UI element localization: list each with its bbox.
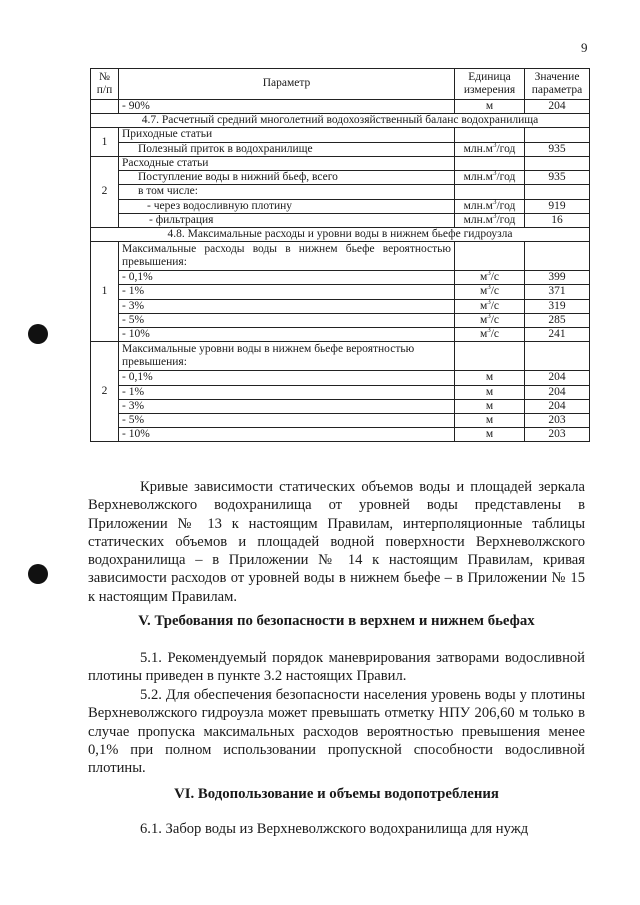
cell-param: в том числе: (119, 185, 455, 199)
cell-value: 935 (525, 142, 590, 156)
cell-value: 241 (525, 328, 590, 342)
cell-unit: м (455, 413, 525, 427)
cell-unit: $м^3/с$ (455, 299, 525, 313)
binder-hole (28, 324, 48, 344)
cell-value: 399 (525, 271, 590, 285)
page-number: 9 (581, 40, 588, 55)
cell-param: - через водосливную плотину (119, 199, 455, 213)
table-row (91, 213, 590, 227)
cell-num: 1 (91, 128, 119, 156)
paragraph-appendices: Кривые зависимости статических объемов воды и площадей зеркала Верхневолжского водохранилища от уровней воды представлены в Приложении № 13 к настоящим Правилам, интерполяционные таблицы статических объемов и площадей водной поверхности Верхневолжского водохранилища – в Приложении № 14 к настоящим Правилам, кривая зависимости расходов от уровней воды в нижнем бьефе – в Приложении № 15 к настоящим Правилам. (88, 479, 585, 605)
cell-unit: $млн.м^3$/год (455, 199, 525, 213)
cell-unit: м (455, 371, 525, 385)
cell-unit: $м^3/с$ (455, 271, 525, 285)
header-param: Параметр (119, 69, 455, 100)
cell-param: - 3% (119, 399, 455, 413)
table-row (91, 299, 590, 313)
cell-value: 204 (525, 371, 590, 385)
cell-param: - 0,1% (119, 271, 455, 285)
cell-param: - 1% (119, 385, 455, 399)
cell-value: 203 (525, 413, 590, 427)
cell-value: 204 (525, 100, 590, 114)
section-heading-v: V. Требования по безопасности в верхнем и нижнем бьефах (138, 613, 535, 629)
paragraph-6-1: 6.1. Забор воды из Верхневолжского водохранилища для нужд (140, 821, 529, 837)
table-row (91, 342, 590, 371)
table-row (91, 128, 590, 142)
table-row (91, 171, 590, 185)
paragraph-5-2: 5.2. Для обеспечения безопасности населения уровень воды у плотины Верхневолжского гидроузла может превышать отметку НПУ 206,60 м только в случае пропуска максимальных расходов вероятностью превышения менее 0,1% при полном использовании пропускной способности водосливной плотины. (88, 687, 585, 777)
table-row (91, 156, 590, 170)
section-title-4-8: 4.8. Максимальные расходы и уровни воды в нижнем бьефе гидроузла (91, 227, 590, 241)
table-row (91, 313, 590, 327)
cell-unit: м (455, 385, 525, 399)
cell-unit: м (455, 428, 525, 442)
table-row (91, 142, 590, 156)
header-value: Значение параметра (525, 69, 590, 100)
cell-param: Максимальные уровни воды в нижнем бьефе вероятностью превышения: (119, 342, 455, 371)
cell-unit: $м^3/с$ (455, 328, 525, 342)
cell-param: Расходные статьи (119, 156, 455, 170)
cell-value: 204 (525, 399, 590, 413)
cell-param: - 0,1% (119, 371, 455, 385)
cell-param: Поступление воды в нижний бьеф, всего (119, 171, 455, 185)
cell-param: - 10% (119, 328, 455, 342)
cell-param: Приходные статьи (119, 128, 455, 142)
cell-param: Максимальные расходы воды в нижнем бьефе вероятностью превышения: (119, 242, 455, 271)
binder-hole (28, 564, 48, 584)
cell-value: 16 (525, 213, 590, 227)
cell-value: 371 (525, 285, 590, 299)
cell-value: 203 (525, 428, 590, 442)
cell-param: Полезный приток в водохранилище (119, 142, 455, 156)
table-row (91, 428, 590, 442)
header-num: № п/п (91, 69, 119, 100)
table-row (91, 399, 590, 413)
table-row (91, 271, 590, 285)
parameters-table (90, 68, 590, 442)
cell-unit: $м^3/с$ (455, 285, 525, 299)
header-unit: Единица измерения (455, 69, 525, 100)
cell-param: - 3% (119, 299, 455, 313)
table-row (91, 199, 590, 213)
cell-unit: $млн.м^3$/год (455, 142, 525, 156)
cell-value: 204 (525, 385, 590, 399)
cell-value: 935 (525, 171, 590, 185)
section-row (91, 114, 590, 128)
table-row (91, 328, 590, 342)
cell-unit: $млн.м^3$/год (455, 213, 525, 227)
section-title-4-7: 4.7. Расчетный средний многолетний водохозяйственный баланс водохранилища (91, 114, 590, 128)
cell-num: 2 (91, 156, 119, 227)
table-row (91, 100, 590, 114)
cell-unit: м (455, 399, 525, 413)
cell-value: 919 (525, 199, 590, 213)
table-row (91, 371, 590, 385)
section-row (91, 227, 590, 241)
table-row (91, 385, 590, 399)
cell-param: - 10% (119, 428, 455, 442)
table-header-row (91, 69, 590, 100)
section-heading-vi: VI. Водопользование и объемы водопотребления (174, 786, 499, 802)
cell-value: 319 (525, 299, 590, 313)
cell-num: 1 (91, 242, 119, 342)
cell-param: - 1% (119, 285, 455, 299)
cell-unit: $м^3/с$ (455, 313, 525, 327)
paragraph-5-1: 5.1. Рекомендуемый порядок маневрирования затворами водосливной плотины приведен в пункте 3.2 настоящих Правил. (88, 650, 585, 685)
cell-value: 285 (525, 313, 590, 327)
table-row (91, 242, 590, 271)
cell-param: - 5% (119, 413, 455, 427)
table-row (91, 185, 590, 199)
cell-param: - 5% (119, 313, 455, 327)
cell-param: - фильтрация (119, 213, 455, 227)
cell-num: 2 (91, 342, 119, 442)
table-row (91, 413, 590, 427)
cell-param: - 90% (119, 100, 455, 114)
cell-unit: м (455, 100, 525, 114)
table-row (91, 285, 590, 299)
cell-unit: $млн.м^3$/год (455, 171, 525, 185)
